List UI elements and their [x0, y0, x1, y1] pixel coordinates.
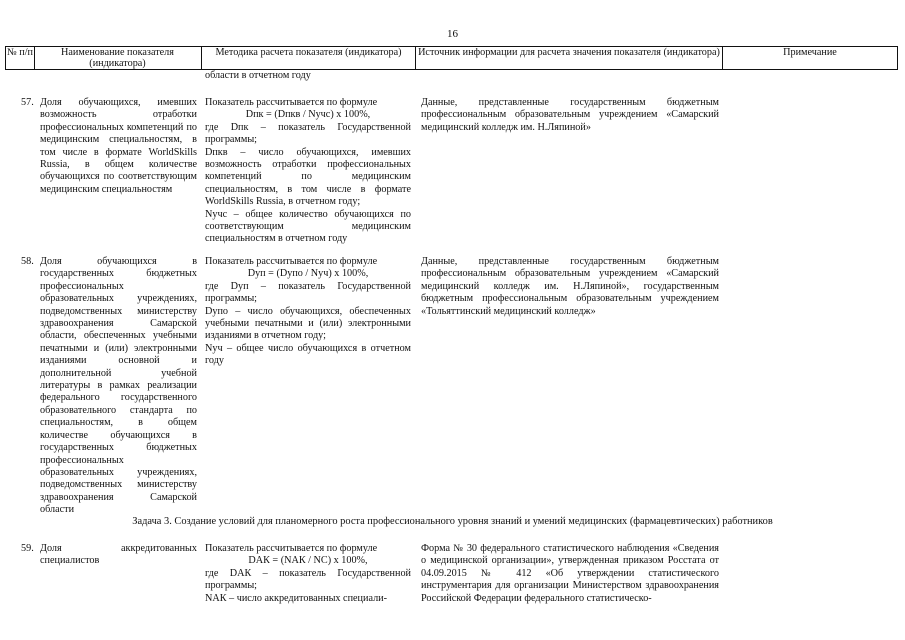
row-58-formula: Dуп = (Dупо / Nуч) х 100%,	[247, 268, 369, 280]
row-59-method-intro: Показатель рассчитывается по формуле	[205, 543, 378, 554]
continued-text: области в отчетном году	[205, 70, 311, 81]
row-57-method-line: Dпкв – число обучающихся, имевших возможность отработки профессиональных компетенций по медицинским специальностям, в том числе в формате WorldSkills Russia, в отчетном году;	[205, 146, 411, 208]
header-note: Примечание	[783, 47, 837, 58]
task-heading: Задача 3. Создание условий для планомерного роста профессионального уровня знаний и умений медицинских (фармацевтических) работников	[132, 516, 773, 527]
row-58-method	[205, 256, 411, 368]
column-divider	[722, 46, 723, 69]
row-58-method-intro: Показатель рассчитывается по формуле	[205, 256, 378, 267]
row-59-name: Доля аккредитованных специалистов	[40, 543, 197, 567]
row-59-formula: DАК = (NАК / NС) х 100%,	[248, 555, 368, 567]
row-57-formula: Dпк = (Dпкв / Nучс) х 100%,	[245, 109, 371, 121]
column-divider	[34, 46, 35, 69]
row-57-method-intro: Показатель рассчитывается по формуле	[205, 97, 378, 108]
header-method: Методика расчета показателя (индикатора)	[215, 47, 402, 58]
header-source: Источник информации для расчета значения показателя (индикатора)	[418, 47, 720, 58]
row-58-method-line: Dупо – число обучающихся, обеспеченных учебными печатными и (или) электронными изданиями в отчетном году;	[205, 305, 411, 342]
row-57-method-line: где Dпк – показатель Государственной программы;	[205, 121, 411, 146]
page-number: 16	[447, 28, 458, 40]
row-58-name: Доля обучающихся в государственных бюджетных профессиональных образовательных учреждениях, подведомственных министерству здравоохранения Самарской области, обеспеченных учебными печатными и (или) электронными изданиями основной и дополнительной учебной литературы в рамках реализации федерального государственного образовательного стандарта по специальностям, в общем количестве обучающихся в государственных бюджетных профессиональных образовательных учреждениях, подведомственных министерству здравоохранения Самарской области	[40, 256, 197, 516]
row-59-method-line: NАК – число аккредитованных специали-	[205, 592, 387, 604]
row-59-method-line: где DАК – показатель Государственной программы;	[205, 567, 411, 592]
row-57-number: 57.	[21, 97, 34, 108]
row-57-method-line: Nучс – общее количество обучающихся по соответствующим медицинским специальностям в отчетном году	[205, 208, 411, 245]
row-58-method-line: где Dуп – показатель Государственной программы;	[205, 280, 411, 305]
header-name: Наименование показателя (индикатора)	[61, 47, 174, 69]
column-divider	[201, 46, 202, 69]
row-57-method	[205, 97, 411, 246]
row-57-name: Доля обучающихся, имевших возможность отработки профессиональных компетенций по медицинским специальностям, в том числе в формате WorldSkills Russia, в общем количестве обучающихся по соответствующим медицинским специальностям	[40, 97, 197, 195]
row-59-source: Форма № 30 федерального статистического наблюдения «Сведения о медицинской организации», утвержденная приказом Росстата от 04.09.2015 № 412 «Об утверждении статистического инструментария для организации Министерством здравоохранения Российской Федерации федерального статистическо-	[421, 543, 719, 604]
row-59-method	[205, 543, 411, 605]
column-divider	[415, 46, 416, 69]
row-59-number: 59.	[21, 543, 34, 554]
row-58-source: Данные, представленные государственным бюджетным профессиональным образовательным учреждением «Самарский медицинский колледж им. Н.Ляпиной», государственным бюджетным профессиональным образовательным учреждением «Тольяттинский медицинский колледж»	[421, 256, 719, 317]
row-57-source: Данные, представленные государственным бюджетным профессиональным образовательным учреждением «Самарский медицинский колледж им. Н.Ляпиной»	[421, 97, 719, 133]
row-58-number: 58.	[21, 256, 34, 267]
table-border-right	[897, 46, 898, 69]
row-58-method-line: Nуч – общее число обучающихся в отчетном году	[205, 342, 411, 367]
header-num: № п/п	[6, 47, 33, 58]
